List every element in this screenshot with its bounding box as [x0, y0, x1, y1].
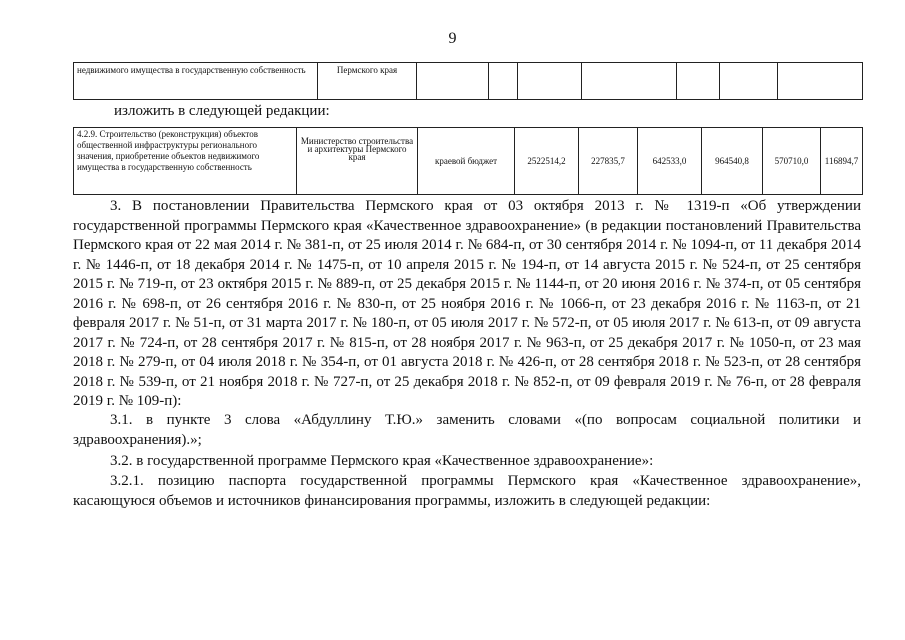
- table-bottom: [73, 127, 863, 195]
- table-cell-value: 570710,0: [763, 128, 821, 195]
- paragraph-3-2-1-text: 3.2.1. позицию паспорта государственной программы Пермского края «Качественное здравоохранение», касающуюся объемов и источников финансирования программы, изложить в следующей редакции:: [73, 473, 861, 509]
- table-cell: [582, 63, 677, 100]
- table-cell-value: 964540,8: [702, 128, 763, 195]
- table-cell-value: 227835,7: [579, 128, 638, 195]
- table-cell: [720, 63, 778, 100]
- table-cell: [518, 63, 582, 100]
- paragraph-3-1: [73, 411, 861, 450]
- paragraph-3-2-1: [73, 472, 861, 511]
- executor-text: Министерство строительства и архитектуры Пермского края: [300, 136, 414, 162]
- paragraph-3-text: 3. В постановлении Правительства Пермского края от 03 октября 2013 г. № 1319-п «Об утверждении государственной программы Пермского края «Качественное здравоохранение» (в редакции постановлений Правительства Пермского края от 22 мая 2014 г. № 381-п, от 25 июля 2014 г. № 684-п, от 30 сентября 2014 г. № 1094-п, от 11 декабря 2014 г. № 1446-п, от 18 декабря 2014 г. № 1475-п, от 10 апреля 2015 г. № 194-п, от 14 августа 2015 г. № 524-п, от 25 сентября 2015 г. № 719-п, от 23 октября 2015 г. № 889-п, от 25 декабря 2015 г. № 1144-п, от 20 июня 2016 г. № 374-п, от 05 сентября 2016 г. № 698-п, от 26 сентября 2016 г. № 830-п, от 25 ноября 2016 г. № 1066-п, от 23 декабря 2016 г. № 1163-п, от 21 февраля 2017 г. № 51-п, от 31 марта 2017 г. № 180-п, от 05 июля 2017 г. № 572-п, от 05 июля 2017 г. № 613-п, от 09 августа 2017 г. № 724-п, от 28 сентября 2017 г. № 815-п, от 28 ноября 2017 г. № 963-п, от 25 декабря 2017 г. № 1050-п, от 23 мая 2018 г. № 279-п, от 04 июля 2018 г. № 354-п, от 01 августа 2018 г. № 426-п, от 28 сентября 2018 г. № 523-п, от 28 сентября 2018 г. № 539-п, от 21 ноября 2018 г. № 727-п, от 25 декабря 2018 г. № 852-п, от 09 февраля 2019 г. № 76-п, от 28 февраля 2019 г. № 109-п):: [73, 198, 861, 409]
- table-top: [73, 62, 863, 100]
- page-number: 9: [448, 30, 457, 47]
- table-cell-executor: Пермского края: [318, 63, 417, 100]
- table-cell-name: 4.2.9. Строительство (реконструкция) объектов общественной инфраструктуры регионального значения, приобретение объектов недвижимого имущества в государственную собственность: [74, 128, 297, 195]
- edit-label: изложить в следующей редакции:: [114, 103, 330, 119]
- table-cell-value: 2522514,2: [515, 128, 579, 195]
- table-cell-executor: [297, 128, 418, 195]
- table-cell: [489, 63, 518, 100]
- paragraph-3-1-text: 3.1. в пункте 3 слова «Абдуллину Т.Ю.» заменить словами «(по вопросам социальной политики и здравоохранения).»;: [73, 412, 861, 448]
- paragraph-3: [73, 197, 861, 412]
- table-cell-value: 116894,7: [821, 128, 863, 195]
- table-cell: [677, 63, 720, 100]
- table-cell-value: 642533,0: [638, 128, 702, 195]
- table-row: [74, 63, 863, 100]
- table-cell-source: краевой бюджет: [418, 128, 515, 195]
- table-row: [74, 128, 863, 195]
- table-cell-name: недвижимого имущества в государственную собственность: [74, 63, 318, 100]
- paragraph-3-2-text: 3.2. в государственной программе Пермского края «Качественное здравоохранение»:: [110, 453, 654, 469]
- table-cell: [417, 63, 489, 100]
- paragraph-3-2: [73, 452, 861, 472]
- table-cell: [778, 63, 863, 100]
